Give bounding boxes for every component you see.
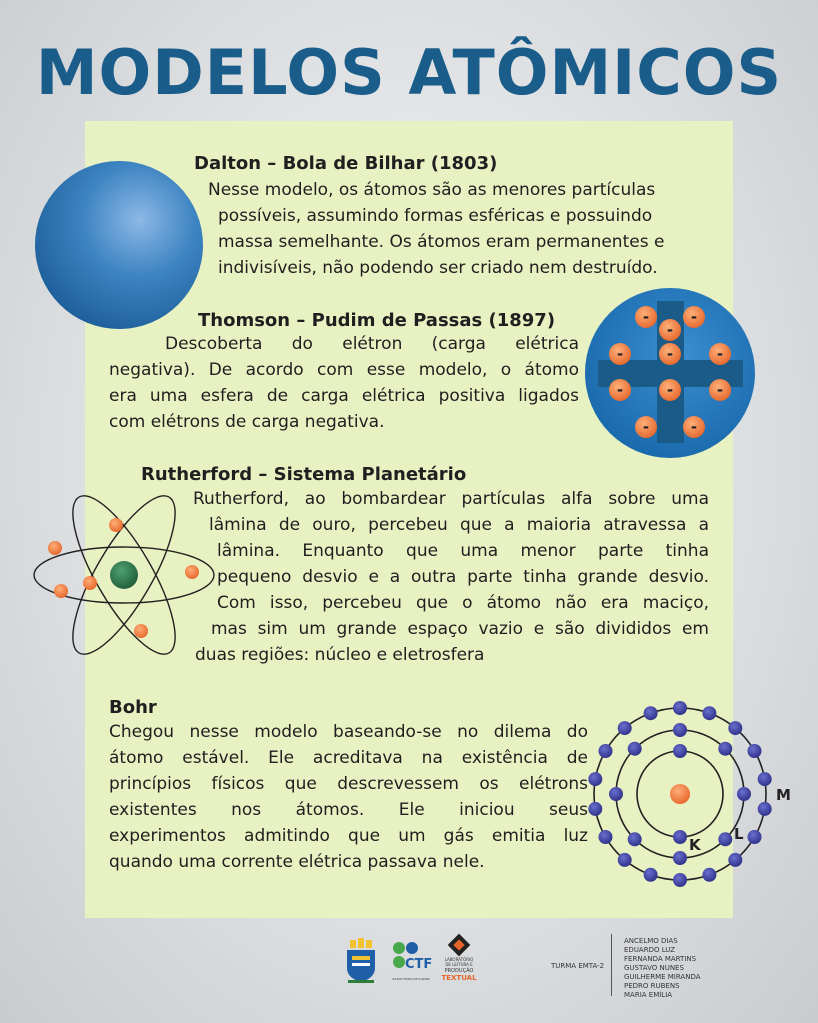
author-name: MARIA EMÍLIA — [624, 991, 673, 999]
bohr-electron — [609, 787, 623, 801]
negative-charge-sign: - — [666, 345, 674, 363]
author-name: ANCELMO DIAS — [624, 937, 678, 945]
university-crest-logo — [344, 938, 378, 986]
class-label: TURMA EMTA-2 — [551, 962, 605, 970]
bohr-electron — [748, 744, 762, 758]
textual-lab-logo — [442, 934, 476, 986]
dalton-line: massa semelhante. Os átomos eram permanentes e — [218, 232, 665, 252]
rutherford-line: mas sim um grande espaço vazio e são divididos em — [211, 619, 709, 639]
bohr-electron — [618, 853, 632, 867]
dalton-line: indivisíveis, não podendo ser criado nem destruído. — [218, 258, 658, 278]
rutherford-text — [193, 486, 709, 668]
negative-charge-sign: - — [690, 308, 698, 326]
ctf-logo-text: CTF — [405, 957, 433, 972]
bohr-electron — [628, 832, 642, 846]
thomson-text — [109, 331, 579, 435]
bohr-electron — [673, 723, 687, 737]
lab-logo-line: TEXTUAL — [441, 974, 477, 982]
bohr-line: existentes nos átomos. Ele iniciou seus — [109, 800, 588, 820]
negative-charge-sign: - — [642, 418, 650, 436]
bohr-electron — [673, 873, 687, 887]
negative-charge-sign: - — [616, 345, 624, 363]
bohr-line: experimentos admitindo que um gás emitia luz — [109, 826, 588, 846]
lab-logo-line: PRODUÇÃO — [444, 968, 474, 974]
negative-charge-sign: - — [666, 321, 674, 339]
bohr-line: princípios físicos que descrevessem os elétrons — [109, 774, 588, 794]
dalton-heading: Dalton – Bola de Bilhar (1803) — [194, 153, 498, 174]
lab-logo-line: LABORATÓRIO — [444, 957, 474, 962]
bohr-electron — [718, 742, 732, 756]
shell-label-k: K — [689, 836, 701, 854]
bohr-line: átomo estável. Ele acreditava na existência de — [109, 748, 588, 768]
bohr-electron — [728, 721, 742, 735]
bohr-electron — [599, 744, 613, 758]
negative-charge-sign: - — [642, 308, 650, 326]
author-list — [624, 937, 701, 1000]
negative-charge-sign: - — [690, 418, 698, 436]
bohr-electron — [702, 706, 716, 720]
bohr-electron — [673, 744, 687, 758]
bohr-electron — [644, 706, 658, 720]
thomson-line: era uma esfera de carga elétrica positiva ligados — [109, 386, 579, 406]
bohr-electron — [728, 853, 742, 867]
author-name: EDUARDO LUZ — [624, 946, 676, 954]
bohr-electron — [758, 802, 772, 816]
negative-charge-sign: - — [716, 381, 724, 399]
thomson-line: negativa). De acordo com esse modelo, o átomo — [109, 360, 579, 380]
bohr-line: quando uma corrente elétrica passava nele. — [109, 852, 485, 872]
bohr-electron — [588, 802, 602, 816]
thomson-plum-pudding-illustration — [584, 287, 756, 459]
thomson-line: com elétrons de carga negativa. — [109, 412, 385, 432]
bohr-line: Chegou nesse modelo baseando-se no dilema do — [109, 722, 588, 742]
rutherford-line: lâmina. Enquanto que uma menor parte tinha — [217, 541, 709, 561]
author-name: PEDRO RUBENS — [624, 982, 680, 990]
bohr-electron — [628, 742, 642, 756]
dalton-text — [208, 177, 664, 281]
author-name: FERNANDA MARTINS — [624, 955, 697, 963]
rutherford-line: lâmina de ouro, percebeu que a maioria atravessa a — [209, 515, 709, 535]
dalton-sphere-illustration — [34, 160, 204, 330]
dalton-line: Nesse modelo, os átomos são as menores partículas — [208, 180, 656, 200]
bohr-electron — [702, 868, 716, 882]
negative-charge-sign: - — [616, 381, 624, 399]
bohr-electron — [748, 830, 762, 844]
bohr-electron — [737, 787, 751, 801]
bohr-text — [109, 719, 588, 875]
thomson-heading: Thomson – Pudim de Passas (1897) — [198, 310, 556, 331]
bohr-electron — [673, 830, 687, 844]
lab-logo-line: DE LEITURA E — [445, 962, 473, 967]
rutherford-line: Com isso, percebeu que o átomo não era maciço, — [217, 593, 709, 613]
bohr-electron — [673, 851, 687, 865]
negative-charge-sign: - — [666, 381, 674, 399]
bohr-atom-illustration — [585, 703, 795, 887]
ctf-logo — [392, 940, 442, 986]
poster-title: MODELOS ATÔMICOS — [35, 36, 783, 109]
bohr-electron — [644, 868, 658, 882]
bohr-electron — [588, 772, 602, 786]
author-name: GUILHERME MIRANDA — [624, 973, 701, 981]
bohr-electron — [758, 772, 772, 786]
bohr-electron — [618, 721, 632, 735]
shell-label-l: L — [734, 825, 744, 843]
bohr-electron — [673, 701, 687, 715]
rutherford-line: Rutherford, ao bombardear partículas alfa sobre uma — [193, 489, 709, 509]
shell-label-m: M — [776, 786, 791, 804]
author-name: GUSTAVO NUNES — [624, 964, 684, 972]
rutherford-line: duas regiões: núcleo e eletrosfera — [195, 645, 485, 665]
rutherford-line: pequeno desvio e a outra parte tinha grande desvio. — [217, 567, 709, 587]
bohr-heading: Bohr — [109, 697, 157, 718]
thomson-line: Descoberta do elétron (carga elétrica — [165, 334, 579, 354]
footer-divider — [611, 934, 612, 996]
rutherford-heading: Rutherford – Sistema Planetário — [141, 464, 467, 485]
negative-charge-sign: - — [716, 345, 724, 363]
bohr-electron — [599, 830, 613, 844]
dalton-line: possíveis, assumindo formas esféricas e possuindo — [218, 206, 653, 226]
rutherford-atom-illustration — [30, 484, 218, 666]
bohr-electron — [718, 832, 732, 846]
ctf-logo-subtext: COLÉGIO TÉCNICO DE FLORIANO — [392, 977, 442, 981]
